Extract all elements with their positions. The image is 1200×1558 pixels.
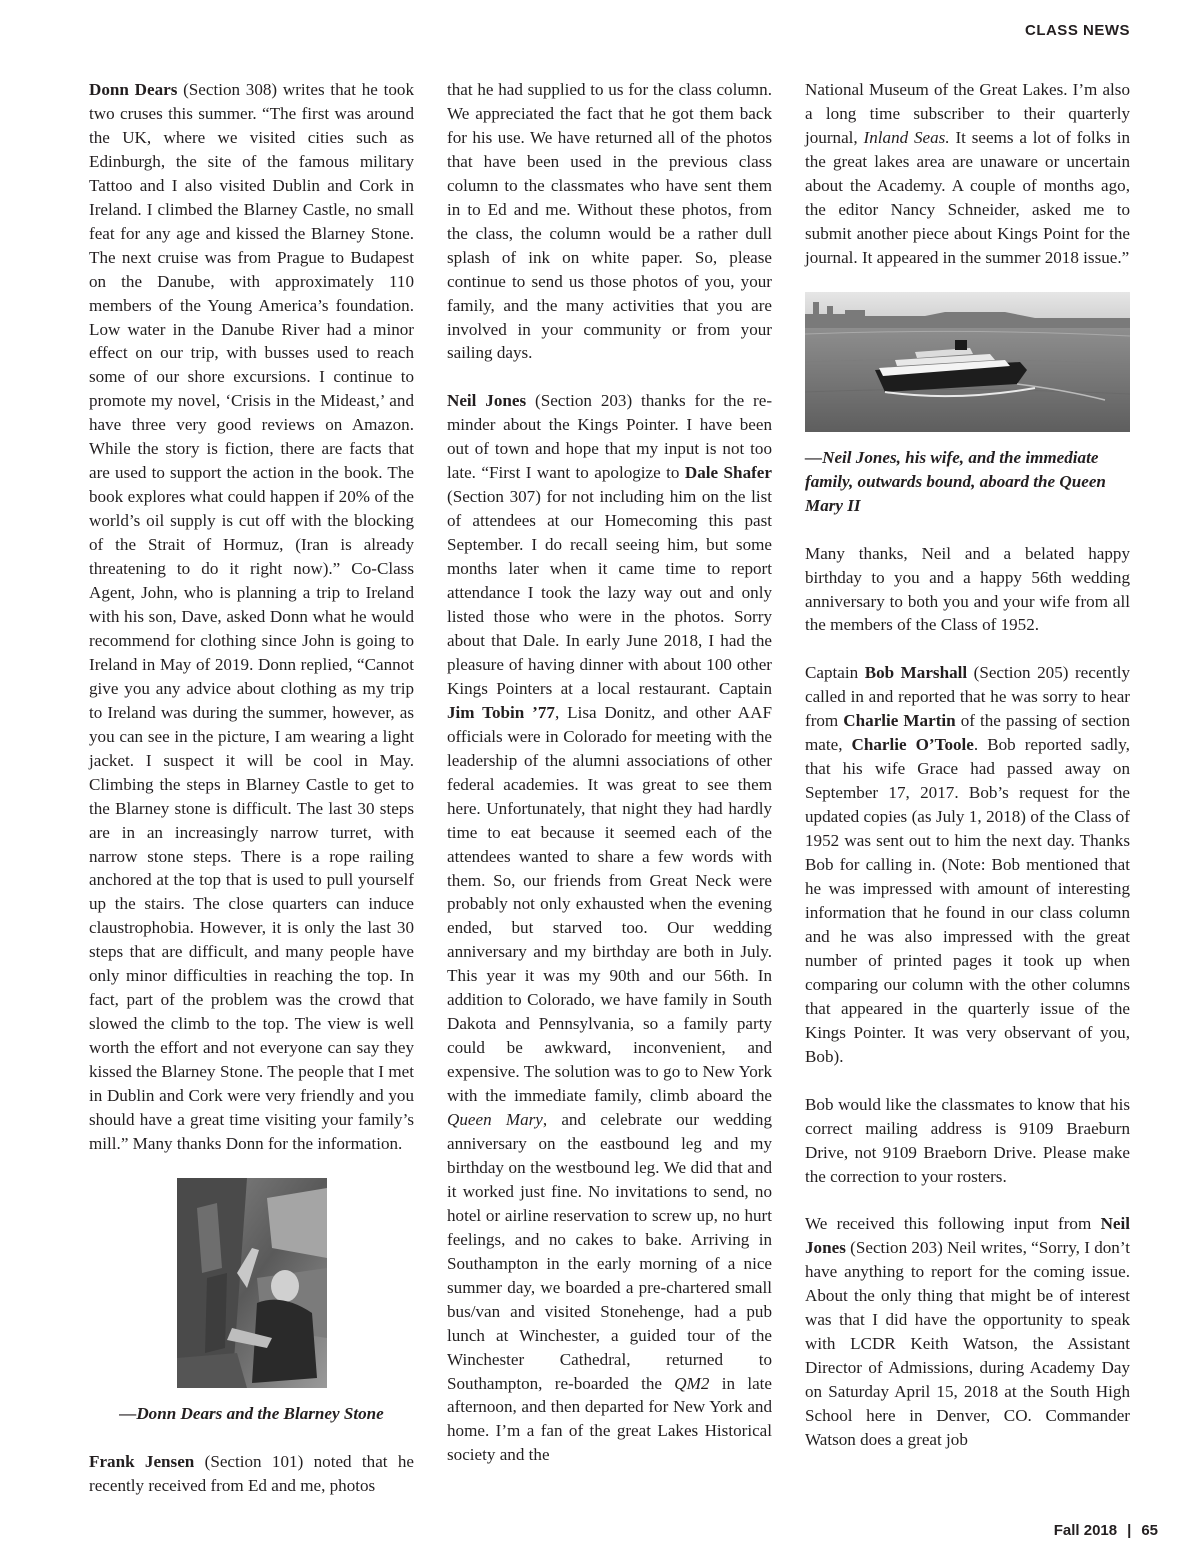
blarney-stone-photo <box>177 1178 327 1388</box>
footer-separator: | <box>1127 1522 1132 1539</box>
article-neil-jones: Neil Jones (Section 203) thanks for the reminder about the Kings Pointer. I have been out of town and hope that my input is not too late. “First I want to apologize to Dale Shafer (Section 307) for not including him on the list of attendees at our Homecoming this past September. I do recall seeing him, but some months later when it came time to report attendance I took the lazy way out and only listed those who were in the photos. Sorry about that Dale. In early June 2018, I had the pleasure of having dinner with about 100 other Kings Pointers at a local restaurant. Captain Jim Tobin ’77, Lisa Donitz, and other AAF officials were in Colorado for meeting with the leadership of the alumni associations of other federal academies. It was great to see them here. Unfortunately, that night they had hardly time to eat because it seemed each of the attendees wanted to share a few words with them. So, our friends from Great Neck were probably not only exhausted when the evening ended, but starved too. Our wedding anniversary and my birthday are both in July. This year it was my 90th and our 56th. In addition to Colorado, we have family in South Dakota and Pennsylvania, so a family party could be awkward, inconvenient, and expensive. The solution was to go to New York with the immediate family, climb aboard the Queen Mary, and celebrate our wedding anniversary on the eastbound leg and my birthday on the westbound leg. We did that and it worked just fine. No invitations to send, no hotel or airline reservation to screw up, no hurt feelings, and no cakes to bake. Arriving in Southampton in the early morning of a nice summer day, we boarded a pre-chartered small bus/van and visited Stonehenge, had a pub lunch at Winchester, a guided tour of the Winchester Cathedral, returned to Southampton, re-boarded the QM2 in late afternoon, and then departed for New York and home. I’m a fan of the great Lakes Historical society and the <box>447 391 773 1465</box>
article-neil-jones-2: We received this following input from Neil Jones (Section 203) Neil writes, “Sorry, I don’t have anything to report for the coming issue. About the only thing that might be of interest was that I did have the opportunity to speak with LCDR Keith Watson, the Assistant Director of Admissions, during Academy Day on Saturday April 15, 2018 at the South High School here in Denver, CO. Commander Watson does a great job <box>805 1214 1130 1450</box>
page-footer <box>1054 1522 1158 1539</box>
page-number: 65 <box>1141 1522 1158 1539</box>
ship-name: Queen Mary <box>447 1110 543 1130</box>
article-text: (Section 101) noted that he recently received from Ed and me, photos <box>89 1451 414 1495</box>
article-thanks-neil: Many thanks, Neil and a belated happy birthday to you and a happy 56th wedding anniversary to both you and your wife from all the members of the Class of 1952. <box>805 543 1130 635</box>
person-name: Charlie O’Toole <box>851 735 974 755</box>
article-frank-jensen-cont: that he had supplied to us for the class column. We appreciated the fact that he got them back for his use. We have returned all of the photos that have been used in the previous class column to the classmates who have sent them in to Ed and me. Without these photos, from the class, the column would be a rather dull splash of ink on white paper. So, please continue to send us those photos of you, your family, and the many activities that you are involved in your community or from your sailing days. <box>447 80 772 363</box>
section-header: CLASS NEWS <box>1024 22 1130 39</box>
column-3 <box>805 78 1130 1452</box>
ship-name: QM2 <box>674 1373 710 1393</box>
column-1 <box>89 78 414 1498</box>
article-bob-address: Bob would like the classmates to know that his correct mailing address is 9109 Braeburn Drive, not 9109 Braeborn Drive. Please make the correction to your rosters. <box>805 1094 1130 1186</box>
queen-mary-photo <box>805 292 1130 432</box>
article-text: (Section 308) writes that he took two cruses this summer. “The first was around the UK, where we visited cities such as Edinburgh, the site of the famous military Tattoo and I also visited Dublin and Cork in Ireland. I climbed the Blarney Castle, no small feat for any age and kissed the Blarney Stone. The next cruise was from Prague to Budapest on the Danube, with approximately 110 members of the Young America’s foundation. Low water in the Danube River had a minor effect on our trip, with busses used to reach some of our shore excursions. I continue to promote my novel, ‘Crisis in the Mideast,’ and have three very good reviews on Amazon. While the story is fiction, there are facts that are used to support the action in the book. The book explores what could happen if 20% of the world’s oil supply is cut off with the blocking of the Strait of Hormuz, (Iran is already threatening to do it right now).” Co-Class Agent, John, who is planning a trip to Ireland with his son, Dave, asked Donn what he would recommend for clothing since John is going to Ireland in May of 2019. Donn replied, “Cannot give you any advice about clothing as my trip to Ireland was during the summer, however, as you can see in the picture, I am wearing a light jacket. I suspect it will be cool in May. Climbing the steps in Blarney Castle to get to the Blarney stone is difficult. The last 30 steps are in an increasingly narrow turret, with narrow stone steps. There is a rope railing anchored at the top that is used to pull yourself up the stairs. The close quarters can induce claustrophobia. However, it is only the last 30 steps that are difficult, and many people have only minor difficulties in reaching the top. In fact, part of the problem was the crowd that slowed the climb to the top. The view is well worth the effort and not everyone can say they kissed the Blarney Stone. The people that I met in Dublin and Cork were very friendly and you should have a great time visiting your family’s mill.” Many thanks Donn for the information. <box>89 80 414 1153</box>
person-name: Donn Dears <box>89 80 178 99</box>
article-neil-jones-cont: National Museum of the Great Lakes. I’m also a long time subscriber to their quarterly journal, Inland Seas. It seems a lot of folks in the great lakes area are unaware or uncertain about the Academy. A couple of months ago, the editor Nancy Schneider, asked me to submit another piece about Kings Point for the journal. It appeared in the summer 2018 issue.” <box>805 80 1130 267</box>
person-name: Neil Jones <box>805 1214 1130 1258</box>
blarney-stone-photo-image <box>177 1178 327 1388</box>
person-name: Dale Shafer <box>684 463 772 483</box>
issue-label: Fall 2018 <box>1053 1522 1118 1539</box>
article-donn-dears <box>89 78 414 1156</box>
article-bob-marshall: Captain Bob Marshall (Section 205) recently called in and reported that he was sorry to hear from Charlie Martin of the passing of section mate, Charlie O’Toole. Bob reported sadly, that his wife Grace had passed away on September 17, 2017. Bob’s request for the updated copies (as July 1, 2018) of the Class of 1952 was sent out to him the next day. Thanks Bob for calling in. (Note: Bob mentioned that he was impressed with amount of interesting information that he found in our class column and he was also impressed with the great number of printed pages it took up when comparing our column with the other columns that appeared in the quarterly issue of the Kings Pointer. It was very observant of you, Bob). <box>805 663 1130 1066</box>
person-name: Neil Jones <box>447 391 527 411</box>
queen-mary-photo-image <box>805 292 1130 432</box>
column-2 <box>447 78 772 1467</box>
journal-name: Inland Seas. <box>863 127 950 147</box>
person-name: Frank Jensen <box>89 1451 195 1471</box>
person-name: Charlie Martin <box>843 711 956 731</box>
photo-caption-neil: —Neil Jones, his wife, and the immediate family, outwards bound, aboard the Queen Mary II <box>805 447 1106 515</box>
person-name: Bob Marshall <box>864 663 968 683</box>
person-name: Jim Tobin ’77 <box>447 702 555 722</box>
photo-caption-donn: —Donn Dears and the Blarney Stone <box>119 1403 384 1423</box>
article-frank-jensen <box>89 1450 414 1498</box>
